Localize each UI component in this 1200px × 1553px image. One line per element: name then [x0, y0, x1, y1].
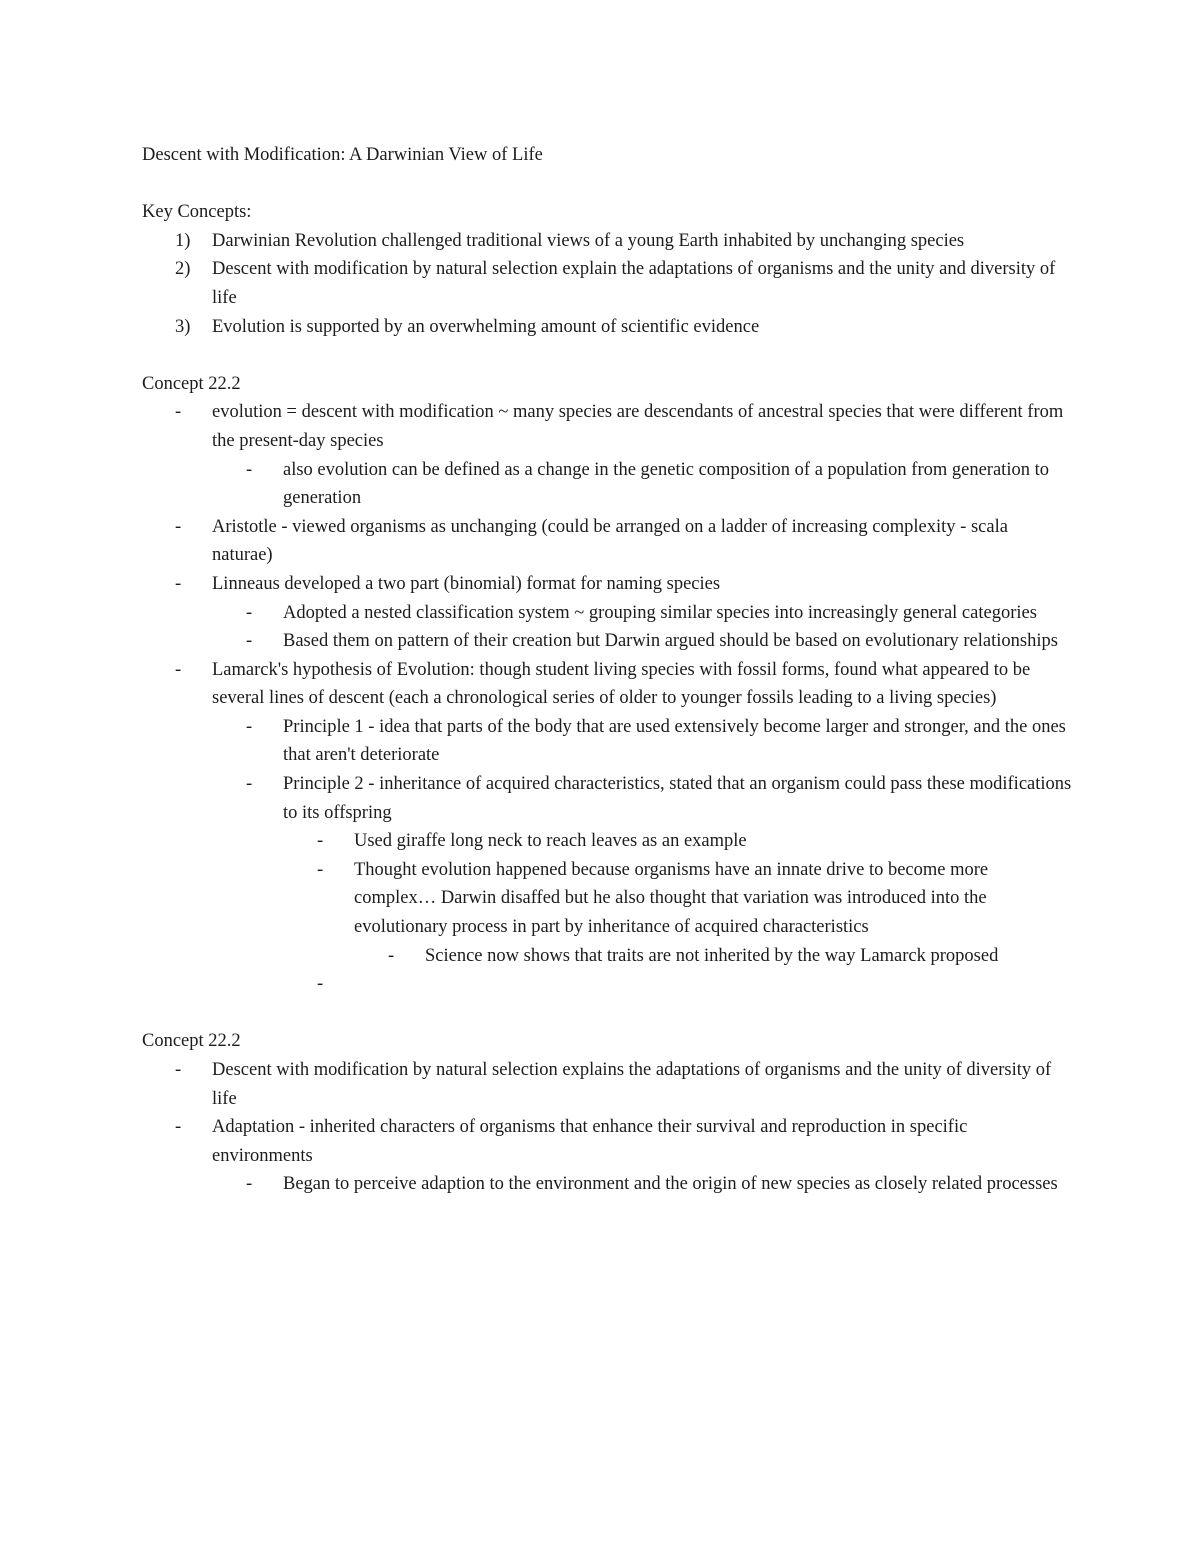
- bullet-text: Principle 1 - idea that parts of the body that are used extensively become larger and stronger, and the ones that aren't deteriorate: [283, 716, 1066, 766]
- section-heading: Concept 22.2: [142, 1031, 241, 1052]
- bullet-item: [142, 1113, 1072, 1170]
- bullet-text: [354, 970, 1072, 999]
- key-concept-item: [142, 313, 1072, 342]
- bullet-item: [142, 398, 1072, 455]
- bullet-text: also evolution can be defined as a change in the genetic composition of a population from generation to generation: [283, 459, 1049, 509]
- key-concept-item: [142, 227, 1072, 256]
- dash-bullet: -: [317, 831, 324, 852]
- bullet-text: Adaptation - inherited characters of organisms that enhance their survival and reproduction in specific environments: [212, 1117, 968, 1166]
- spacer: [142, 999, 1072, 1028]
- list-item-text: Descent with modification by natural selection explain the adaptations of organisms and the unity and diversity of life: [212, 259, 1056, 308]
- list-item-text: Darwinian Revolution challenged traditional views of a young Earth inhabited by unchanging species: [212, 230, 965, 251]
- dash-bullet: -: [388, 945, 395, 966]
- bullet-item: [142, 570, 1072, 599]
- bullet-text: Thought evolution happened because organisms have an innate drive to become more complex… Darwin disaffed but he also thought that variation was introduced into the evolutionary process in part by inheritance of acquired characteristics: [354, 859, 989, 938]
- bullet-item: [142, 770, 1072, 827]
- bullet-item-empty: [142, 970, 1072, 999]
- bullet-item: [142, 599, 1072, 628]
- bullet-text: Based them on pattern of their creation but Darwin argued should be based on evolutionary relationships: [283, 631, 1058, 652]
- spacer: [142, 341, 1072, 370]
- bullet-item: [142, 942, 1072, 971]
- dash-bullet: -: [246, 774, 253, 795]
- dash-bullet: -: [175, 402, 182, 423]
- dash-bullet: -: [246, 631, 253, 652]
- bullet-item: [142, 627, 1072, 656]
- key-concept-item: [142, 255, 1072, 312]
- dash-bullet: -: [175, 1117, 182, 1138]
- dash-bullet: -: [317, 859, 324, 880]
- bullet-item: [142, 713, 1072, 770]
- list-number: 2): [175, 259, 191, 280]
- bullet-text: Began to perceive adaption to the environment and the origin of new species as closely related processes: [283, 1174, 1058, 1195]
- bullet-item: [142, 1056, 1072, 1113]
- list-number: 1): [175, 230, 191, 251]
- list-item-text: Evolution is supported by an overwhelming amount of scientific evidence: [212, 316, 760, 337]
- bullet-item: [142, 1170, 1072, 1199]
- dash-bullet: -: [175, 516, 182, 537]
- bullet-text: Descent with modification by natural selection explains the adaptations of organisms and the unity of diversity of life: [212, 1060, 1052, 1109]
- dash-bullet: -: [246, 602, 253, 623]
- bullet-text: Used giraffe long neck to reach leaves as an example: [354, 831, 747, 852]
- bullet-item: [142, 856, 1072, 942]
- dash-bullet: -: [175, 659, 182, 680]
- document-body: [142, 141, 1072, 1199]
- bullet-item: [142, 513, 1072, 570]
- bullet-text: Adopted a nested classification system ~ grouping similar species into increasingly general categories: [283, 602, 1037, 623]
- spacer: [142, 170, 1072, 199]
- dash-bullet: -: [175, 573, 182, 594]
- key-concepts-heading: Key Concepts:: [142, 202, 252, 223]
- bullet-item: [142, 456, 1072, 513]
- section-heading: Concept 22.2: [142, 373, 241, 394]
- dash-bullet: -: [175, 1060, 182, 1080]
- bullet-text: evolution = descent with modification ~ many species are descendants of ancestral species that were different from the present-day species: [212, 402, 1064, 451]
- dash-bullet: -: [317, 974, 324, 995]
- bullet-text: Aristotle - viewed organisms as unchanging (could be arranged on a ladder of increasing complexity - scala naturae): [212, 516, 1008, 566]
- dash-bullet: -: [246, 716, 253, 737]
- bullet-item: [142, 656, 1072, 713]
- bullet-text: Principle 2 - inheritance of acquired characteristics, stated that an organism could pass these modifications to its offspring: [283, 774, 1072, 823]
- document-title: Descent with Modification: A Darwinian View of Life: [142, 145, 543, 165]
- bullet-item: [142, 827, 1072, 856]
- bullet-text: Science now shows that traits are not inherited by the way Lamarck proposed: [425, 945, 999, 966]
- list-number: 3): [175, 316, 191, 337]
- bullet-text: Lamarck's hypothesis of Evolution: though student living species with fossil forms, found what appeared to be several lines of descent (each a chronological series of older to younger fossils leading to a living species): [212, 659, 1031, 709]
- dash-bullet: -: [246, 459, 253, 480]
- dash-bullet: -: [246, 1174, 253, 1195]
- bullet-text: Linneaus developed a two part (binomial) format for naming species: [212, 573, 721, 594]
